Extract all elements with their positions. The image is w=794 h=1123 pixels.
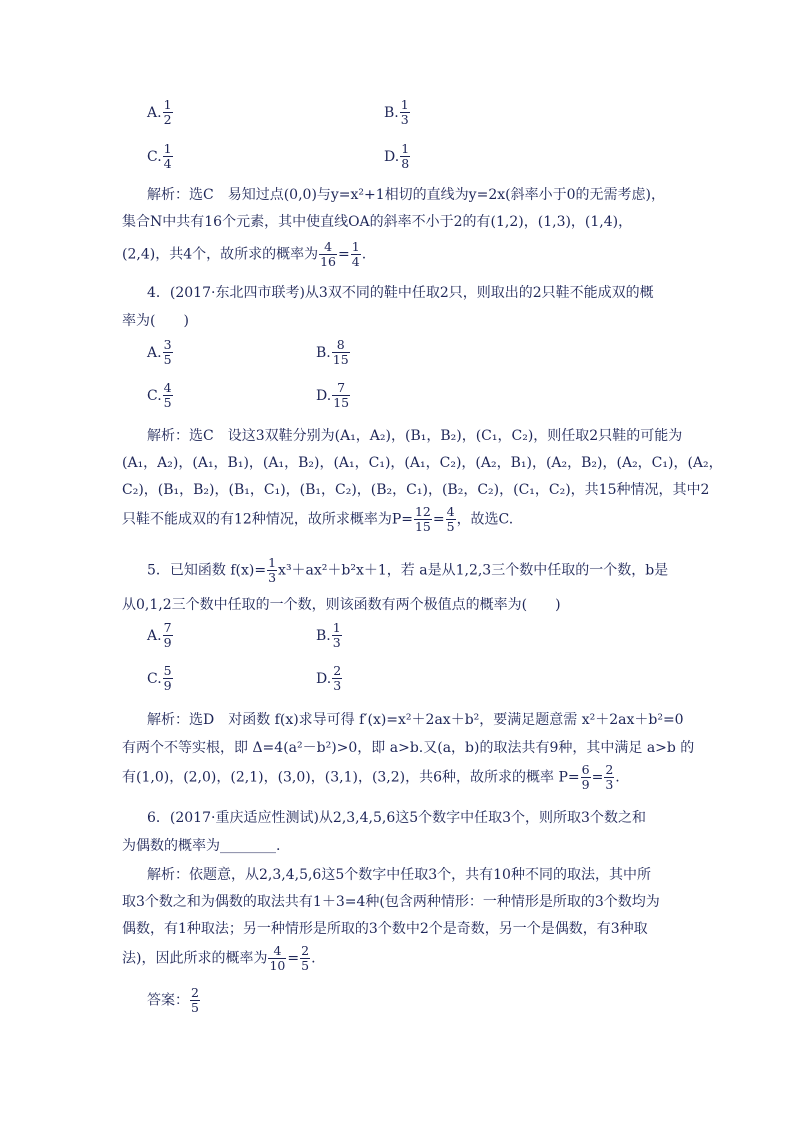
- fraction: $\frac{4}{5}$: [446, 504, 455, 534]
- fraction: $\frac{6}{9}$: [581, 762, 590, 792]
- q4-solution-line: (A₁，A₂)，(A₁，B₁)，(A₁，B₂)，(A₁，C₁)，(A₁，C₂)，(A₂，B₁)，(A₂，B₂)，(A₂，C₁)，(A₂，: [122, 455, 723, 471]
- fraction: $\frac{1}{2}$: [163, 97, 172, 127]
- q3-choice-c: C. $\frac{1}{4}$: [147, 141, 172, 171]
- q5-solution-line: 有两个不等实根，即 Δ=4(a²－b²)>0，即 a>b.又(a，b)的取法共有9种，其中满足 a>b 的: [122, 740, 695, 756]
- q3-choice-a: A. $\frac{1}{2}$: [147, 97, 172, 127]
- q4-stem: 4．(2017·东北四市联考)从3双不同的鞋中任取2只，则取出的2只鞋不能成双的概: [147, 285, 654, 301]
- fraction: $\frac{7}{9}$: [163, 620, 172, 650]
- q4-solution-line: 解析：选C 设这3双鞋分别为(A₁，A₂)，(B₁，B₂)，(C₁，C₂)，则任取2只鞋的可能为: [147, 428, 683, 444]
- q4-choice-a: A. $\frac{3}{5}$: [147, 337, 172, 367]
- q5-choice-c: C. $\frac{5}{9}$: [147, 663, 172, 693]
- fraction: $\frac{2}{5}$: [301, 943, 310, 973]
- fraction: $\frac{2}{3}$: [605, 762, 614, 792]
- q3-choice-d: D. $\frac{1}{8}$: [384, 141, 410, 171]
- q5-choice-b: B. $\frac{1}{3}$: [316, 620, 341, 650]
- fraction: $\frac{1}{3}$: [332, 620, 341, 650]
- fraction: $\frac{2}{5}$: [191, 985, 199, 1015]
- q6-stem: 6．(2017·重庆适应性测试)从2,3,4,5,6这5个数字中任取3个，则所取3个数之和: [147, 810, 646, 826]
- fraction: $\frac{12}{15}$: [414, 504, 431, 534]
- fraction: $\frac{4}{10}$: [269, 943, 286, 973]
- q5-choice-a: A. $\frac{7}{9}$: [147, 620, 172, 650]
- q4-choice-d: D. $\frac{7}{15}$: [316, 380, 350, 410]
- fraction: $\frac{8}{15}$: [332, 337, 349, 367]
- q6-solution-line: 法)，因此所求的概率为 $\frac{4}{10}$ = $\frac{2}{5}$ .: [122, 943, 316, 973]
- fraction: $\frac{1}{4}$: [163, 141, 172, 171]
- q6-solution-line: 取3个数之和为偶数的取法共有1＋3=4种(包含两种情形：一种情形是所取的3个数均为: [122, 894, 660, 910]
- q3-solution-line: (2,4)，共4个，故所求的概率为 $\frac{4}{16}$ = $\frac{1}{4}$ .: [122, 239, 367, 269]
- fraction: $\frac{2}{3}$: [333, 663, 342, 693]
- fraction: $\frac{3}{5}$: [163, 337, 172, 367]
- q5-choice-d: D. $\frac{2}{3}$: [316, 663, 342, 693]
- fraction: $\frac{1}{3}$: [268, 555, 277, 585]
- q5-solution-line: 解析：选D 对函数 f(x)求导可得 f′(x)=x²＋2ax＋b²，要满足题意需 x²＋2ax＋b²=0: [147, 712, 684, 728]
- fraction: $\frac{4}{5}$: [163, 380, 172, 410]
- q4-solution-line: C₂)，(B₁，B₂)，(B₁，C₁)，(B₁，C₂)，(B₂，C₁)，(B₂，C₂)，(C₁，C₂)，共15种情况，其中2: [122, 482, 710, 498]
- q5-solution-line: 有(1,0)，(2,0)，(2,1)，(3,0)，(3,1)，(3,2)，共6种，故所求的概率 P= $\frac{6}{9}$ = $\frac{2}{3}$ .: [122, 762, 620, 792]
- q4-solution-line: 只鞋不能成双的有12种情况，故所求概率为P= $\frac{12}{15}$ = $\frac{4}{5}$ ，故选C.: [122, 504, 514, 534]
- fraction: $\frac{1}{4}$: [351, 239, 360, 269]
- q4-choice-b: B. $\frac{8}{15}$: [316, 337, 349, 367]
- fraction: $\frac{5}{9}$: [163, 663, 172, 693]
- q6-solution-line: 偶数，有1种取法；另一种情形是所取的3个数中2个是奇数，另一个是偶数，有3种取: [122, 921, 648, 937]
- fraction: $\frac{7}{15}$: [333, 380, 350, 410]
- q6-stem: 为偶数的概率为________.: [122, 838, 281, 854]
- q3-solution-line: 集合N中共有16个元素，其中使直线OA的斜率不小于2的有(1,2)，(1,3)，(1,4)，: [122, 214, 633, 230]
- fraction: $\frac{1}{3}$: [400, 97, 409, 127]
- fraction: $\frac{1}{8}$: [401, 141, 410, 171]
- q4-stem: 率为( ): [122, 313, 189, 329]
- q6-solution-line: 解析：依题意，从2,3,4,5,6这5个数字中任取3个，共有10种不同的取法，其中所: [147, 867, 651, 883]
- q6-answer: 答案： $\frac{2}{5}$: [147, 985, 199, 1015]
- fraction: $\frac{4}{16}$: [320, 239, 337, 269]
- q4-choice-c: C. $\frac{4}{5}$: [147, 380, 172, 410]
- q5-stem: 从0,1,2三个数中任取的一个数，则该函数有两个极值点的概率为( ): [122, 597, 561, 613]
- q3-solution-line: 解析：选C 易知过点(0,0)与y=x²+1相切的直线为y=2x(斜率小于0的无需考虑)，: [147, 187, 665, 203]
- q3-choice-b: B. $\frac{1}{3}$: [384, 97, 409, 127]
- q5-stem: 5．已知函数 f(x)= $\frac{1}{3}$ x³＋ax²＋b²x＋1，若 a是从1,2,3三个数中任取的一个数，b是: [147, 555, 669, 585]
